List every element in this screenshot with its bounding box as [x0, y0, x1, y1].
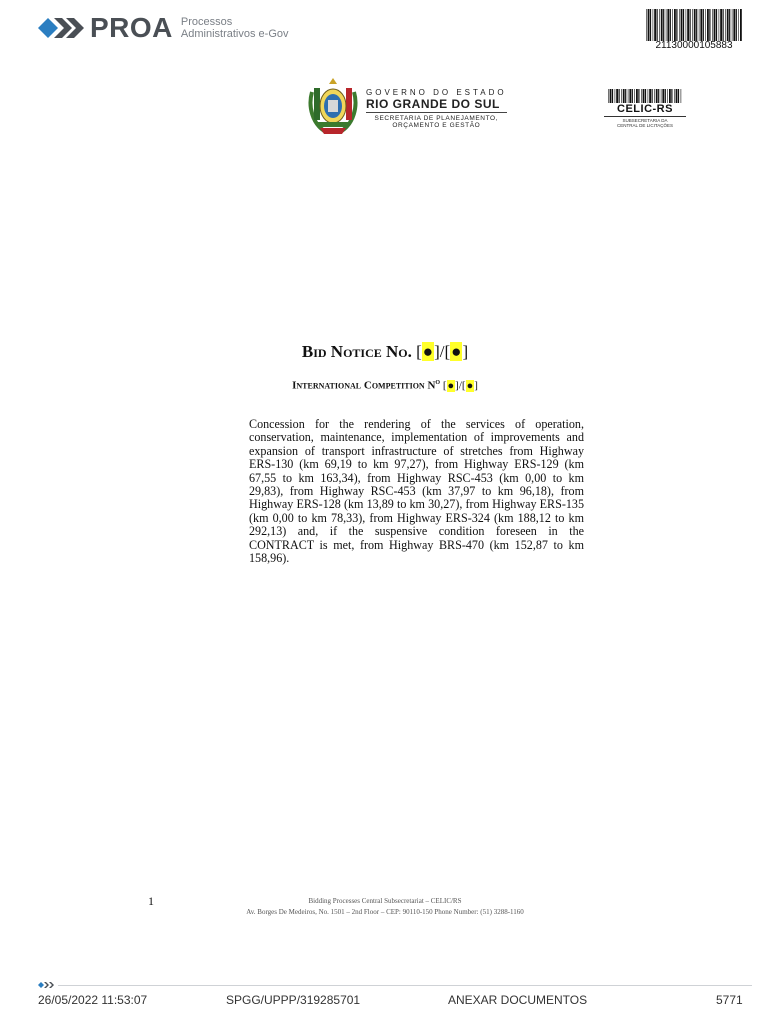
barcode-number: 21130000105883	[655, 40, 733, 51]
subtitle-separator: /	[458, 379, 462, 392]
barcode-image	[646, 9, 742, 41]
footer-process-id: SPGG/UPPP/319285701	[226, 993, 361, 1007]
proa-small-logo-icon	[38, 981, 56, 989]
government-logo-text	[366, 88, 507, 129]
footer-datetime: 26/05/2022 11:53:07	[38, 993, 148, 1007]
celic-name: CELIC-RS	[617, 103, 673, 115]
gov-line3: SECRETARIA DE PLANEJAMENTO,	[374, 115, 499, 122]
celic-logo	[604, 89, 686, 128]
title-text: Bid Notice No.	[301, 342, 412, 361]
title-separator: /	[439, 342, 445, 361]
proa-subtitle	[173, 16, 289, 40]
footer-line1: Bidding Processes Central Subsecretariat – CELIC/RS	[308, 897, 462, 905]
gov-line1: GOVERNO DO ESTADO	[366, 88, 507, 97]
proa-chevrons-icon	[38, 15, 86, 41]
celic-sub	[604, 116, 686, 128]
subtitle-text: International Competition N	[292, 379, 436, 392]
document-subtitle: International Competition $N^o$ [●]/[●]	[292, 376, 478, 392]
proa-sub-line2: Administrativos e-Gov	[180, 28, 289, 40]
subtitle-placeholder-1: ●	[447, 379, 455, 392]
title-placeholder-1: ●	[422, 342, 434, 361]
proa-brand: PROA	[90, 12, 173, 43]
concession-description: Concession for the rendering of the services of operation, conservation, maintenance, implementation of improvements and expansion of transport infrastructure of stretches from Highway ERS-130 (km 69,19 to km 97,27), from Highway ERS-129 (km 67,55 to km 163,34), from Highway RSC-453 (km 0,00 to km 29,83), from Highway RSC-453 (km 37,97 to km 96,18), from Highway ERS-128 (km 13,89 to km 30,27), from Highway ERS-135 (km 0,00 to km 78,33), from Highway ERS-324 (km 188,12 to km 292,13) and, if the suspensive condition foreseen in the CONTRACT is met, from Highway BRS-470 (km 152,87 to km 158,96).	[249, 417, 584, 566]
subtitle-placeholder-2: ●	[466, 379, 474, 392]
title-placeholder-2: ●	[451, 342, 462, 361]
celic-sub-line2: CENTRAL DE LICITAÇÕES	[616, 123, 673, 128]
subtitle-sup: o	[435, 376, 441, 386]
footer-page: 5771	[716, 993, 743, 1007]
proa-sub-line1: Processos	[180, 16, 233, 28]
document-title: Bid Notice No. [●]/[●]	[301, 342, 469, 361]
footer-action: ANEXAR DOCUMENTOS	[448, 993, 588, 1007]
celic-barcode-icon	[608, 89, 682, 103]
proa-logo	[38, 14, 289, 42]
footer-line2: Av. Borges De Medeiros, No. 1501 – 2nd Floor – CEP: 90110-150 Phone Number: (51) 3288-1160	[246, 908, 524, 916]
rs-coat-of-arms-icon	[306, 76, 360, 138]
footer-divider	[58, 985, 752, 986]
page-number: 1	[148, 894, 154, 908]
gov-line2: RIO GRANDE DO SUL	[366, 97, 507, 113]
gov-line4: ORÇAMENTO E GESTÃO	[392, 122, 481, 129]
celic-sub-line1: SUBSECRETARIA DA	[622, 118, 668, 123]
